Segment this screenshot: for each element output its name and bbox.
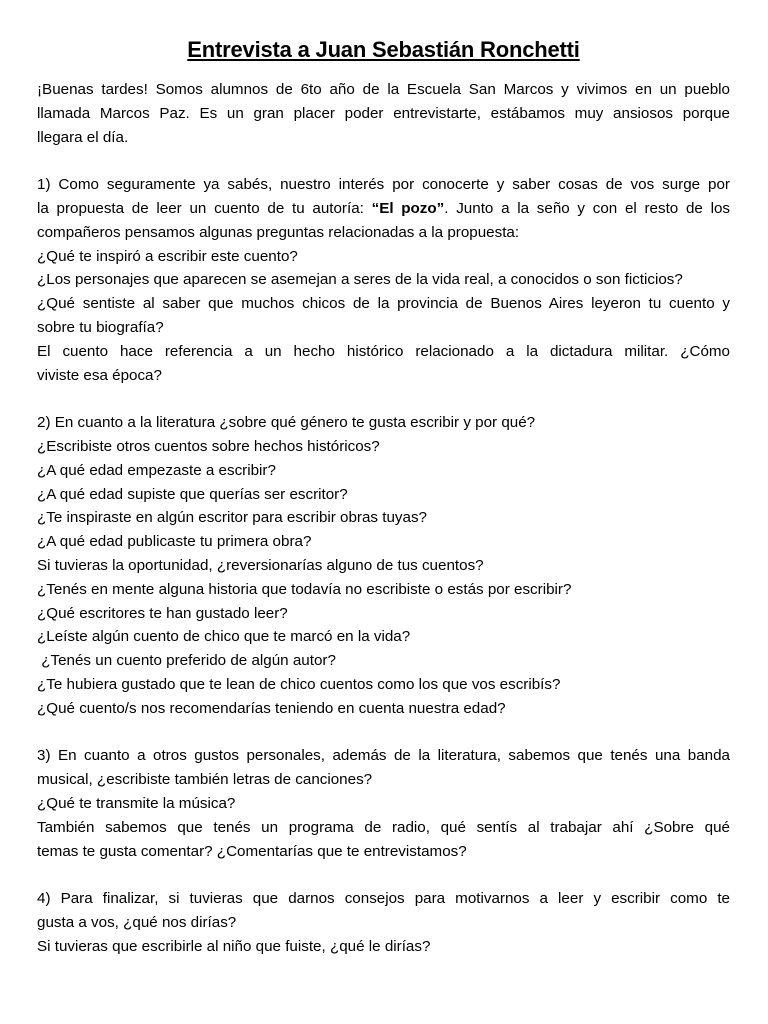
question: 4) Para finalizar, si tuvieras que darnos consejos para motivarnos a leer y escribir como te <box>37 890 730 908</box>
question: sobre tu biografía? <box>37 318 164 336</box>
question: Si tuvieras la oportunidad, ¿reversionarías alguno de tus cuentos? <box>37 556 484 574</box>
document-title: Entrevista a Juan Sebastián Ronchetti <box>187 37 580 62</box>
paragraph-gap <box>37 863 730 887</box>
question: Si tuvieras que escribirle al niño que fuiste, ¿qué le dirías? <box>37 937 431 955</box>
intro-line: llamada Marcos Paz. Es un gran placer poder entrevistarte, estábamos muy ansiosos porque <box>37 104 730 122</box>
paragraph-gap <box>37 387 730 411</box>
question: También sabemos que tenés un programa de radio, qué sentís al trabajar ahí ¿Sobre qué <box>37 818 730 836</box>
question: ¿Los personajes que aparecen se asemejan a seres de la vida real, a conocidos o son ficticios? <box>37 271 683 289</box>
story-title: “El pozo” <box>371 199 445 217</box>
question: ¿Qué te transmite la música? <box>37 794 236 812</box>
document-page <box>37 36 730 958</box>
question: 2) En cuanto a la literatura ¿sobre qué género te gusta escribir y por qué? <box>37 414 536 432</box>
question: ¿Qué sentiste al saber que muchos chicos de la provincia de Buenos Aires leyeron tu cuento y <box>37 295 730 313</box>
question: ¿Tenés un cuento preferido de algún autor? <box>37 652 336 670</box>
question: musical, ¿escribiste también letras de canciones? <box>37 771 373 789</box>
section1-line: compañeros pensamos algunas preguntas relacionadas a la propuesta: <box>37 223 520 241</box>
question: ¿A qué edad empezaste a escribir? <box>37 461 276 479</box>
question: ¿A qué edad publicaste tu primera obra? <box>37 533 312 551</box>
intro-line: llegara el día. <box>37 128 129 146</box>
question: 3) En cuanto a otros gustos personales, además de la literatura, sabemos que tenés una banda <box>37 747 730 765</box>
intro-line: ¡Buenas tardes! Somos alumnos de 6to año de la Escuela San Marcos y vivimos en un pueblo <box>37 81 730 98</box>
section1-line: 1) Como seguramente ya sabés, nuestro interés por conocerte y saber cosas de vos surge por <box>37 176 730 194</box>
question: viviste esa época? <box>37 366 162 384</box>
paragraph-gap <box>37 721 730 745</box>
question: gusta a vos, ¿qué nos dirías? <box>37 913 237 931</box>
question: ¿Qué te inspiró a escribir este cuento? <box>37 247 298 265</box>
question: ¿Escribiste otros cuentos sobre hechos históricos? <box>37 437 380 455</box>
section1-line <box>37 197 730 221</box>
question: ¿Qué escritores te han gustado leer? <box>37 604 288 622</box>
question: ¿Leíste algún cuento de chico que te marcó en la vida? <box>37 628 411 646</box>
section1-text: . Junto a la seño y con el resto de los <box>444 199 730 217</box>
question: ¿Te inspiraste en algún escritor para escribir obras tuyas? <box>37 509 427 527</box>
paragraph-gap <box>37 149 730 173</box>
question: El cuento hace referencia a un hecho histórico relacionado a la dictadura militar. ¿Cómo <box>37 342 730 360</box>
section1-text: la propuesta de leer un cuento de tu autoría: <box>37 199 372 217</box>
question: temas te gusta comentar? ¿Comentarías que te entrevistamos? <box>37 842 467 860</box>
question: ¿A qué edad supiste que querías ser escritor? <box>37 485 348 503</box>
question: ¿Te hubiera gustado que te lean de chico cuentos como los que vos escribís? <box>37 675 561 693</box>
question: ¿Tenés en mente alguna historia que todavía no escribiste o estás por escribir? <box>37 580 572 598</box>
question: ¿Qué cuento/s nos recomendarías teniendo en cuenta nuestra edad? <box>37 699 506 717</box>
